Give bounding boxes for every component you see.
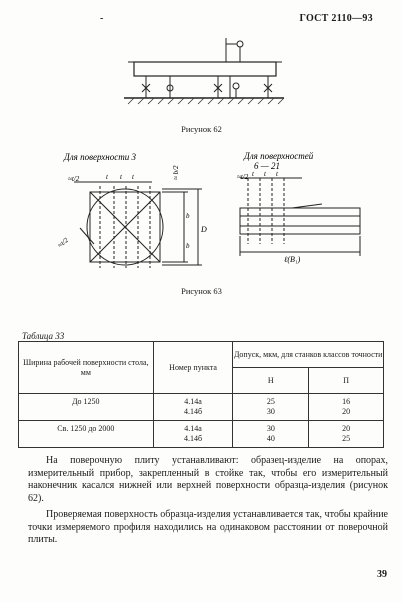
fig63-length: ℓ(B₁) (284, 255, 301, 264)
figure-63-caption: Рисунок 63 (181, 286, 222, 296)
table-row: До 1250 4.14а 25 16 (19, 394, 384, 408)
paragraph-2: Проверяемая поверхность образца-изделия устанавливается так, чтобы крайние точки измеряемого профиля находились на одинаковом расстоянии от поверочной плиты. (28, 509, 388, 545)
fig63-t-half: ≈t/2 (68, 175, 80, 183)
table-caption: Таблица 33 (22, 331, 65, 341)
table-row: 4.14б 30 20 (19, 407, 384, 421)
paragraph-1: На поверочную плиту устанавливают: образец-изделие на опорах, измерительный прибор, закрепленный в стойке так, чтобы его измерительный наконечник касался нижней или верхней поверхности образца-изделия (рисунок 62). (28, 455, 388, 504)
fig63-right-title-2: 6 — 21 (254, 161, 281, 171)
fig63-right-t1: t (252, 170, 254, 178)
fig63-b-half: ≈ b/2 (172, 165, 180, 180)
figure-63-drawing (22, 148, 392, 280)
fig63-left-title: Для поверхности 3 (64, 152, 137, 162)
fig63-right-t3: t (276, 170, 278, 178)
fig63-t3: t (132, 173, 134, 181)
standard-number: ГОСТ 2110—93 (299, 13, 373, 24)
col-head-point: Номер пункта (153, 342, 233, 394)
fig63-b1: b (186, 212, 190, 220)
table-row: Св. 1250 до 2000 4.14а 30 20 (19, 421, 384, 435)
col-head-tolerance: Допуск, мкм, для станков классов точности (233, 342, 384, 368)
fig63-t2: t (120, 173, 122, 181)
fig63-right-t-half: ≈t/2 (237, 173, 249, 181)
fig63-D: D (201, 225, 207, 234)
table-row: 4.14б 40 25 (19, 434, 384, 448)
body-text (28, 455, 388, 547)
col-head-h: Н (233, 368, 309, 394)
figure-62-caption: Рисунок 62 (181, 124, 222, 134)
col-head-width: Ширина рабочей поверхности стола, мм (19, 342, 154, 394)
fig63-rot-label: ≈t/2 (56, 236, 70, 250)
figure-62-drawing (118, 36, 288, 120)
col-head-p: П (309, 368, 384, 394)
header-mark: - (100, 13, 104, 24)
page-number: 39 (377, 569, 387, 580)
fig63-b2: b (186, 242, 190, 250)
fig63-right-t2: t (264, 170, 266, 178)
fig63-t1: t (106, 173, 108, 181)
tolerance-table (18, 341, 384, 448)
fig63-right-title-1: Для поверхностей (244, 151, 314, 161)
